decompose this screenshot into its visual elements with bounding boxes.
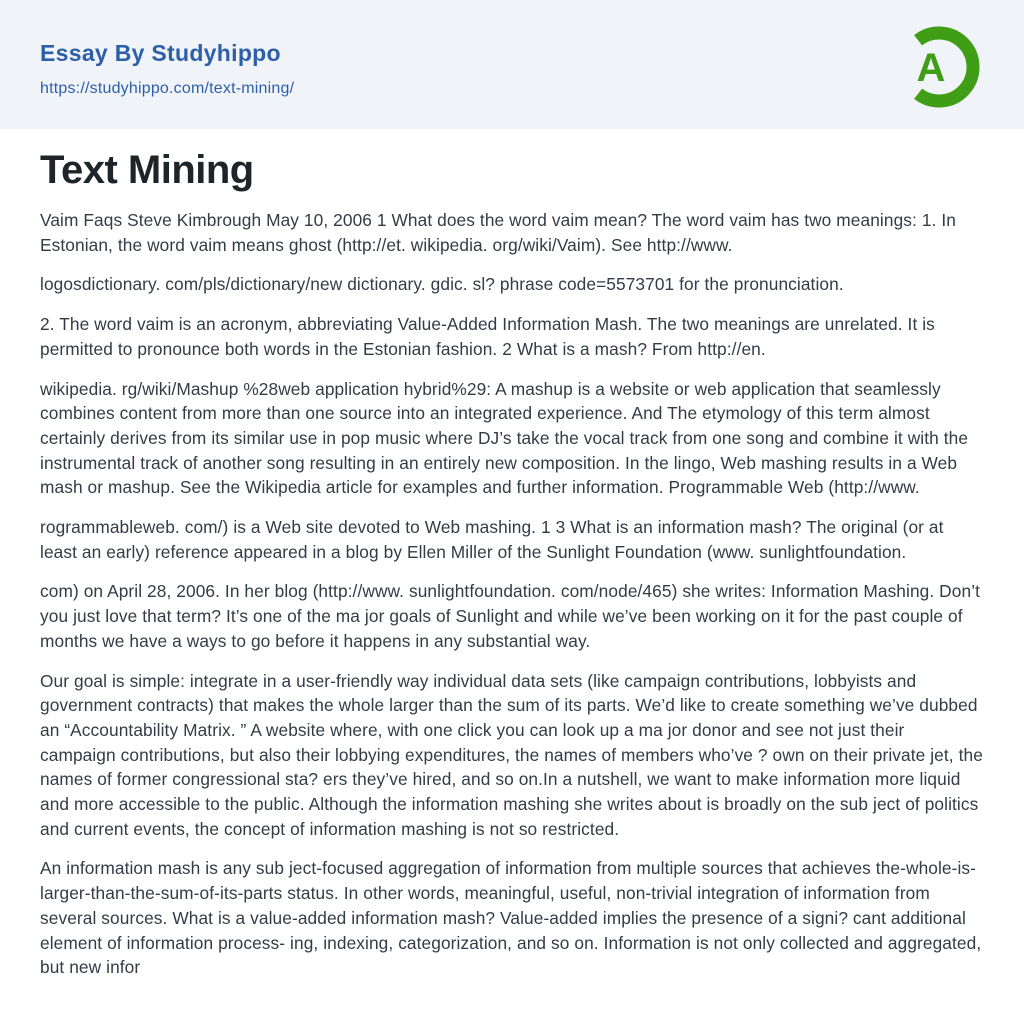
- studyhippo-logo: [894, 22, 984, 112]
- source-url-link[interactable]: https://studyhippo.com/text-mining/: [40, 79, 295, 97]
- page-title: Text Mining: [40, 148, 254, 192]
- essay-paragraph-1: Vaim Faqs Steve Kimbrough May 10, 2006 1 What does the word vaim mean? The word vaim has two meanings: 1. In Estonian, the word vaim means ghost (http://et. wikipedia. org/wiki/Vaim). See http://www.: [40, 210, 956, 255]
- header-text-block: [40, 32, 294, 98]
- essay-paragraph-7: Our goal is simple: integrate in a user-friendly way individual data sets (like campaign contributions, lobbyists and government contracts) that makes the whole larger than the sum of its parts. We’d like to create something we’ve dubbed an “Accountability Matrix. ” A website where, with one click you can look up a ma jor donor and see not just their campaign contributions, but also their lobbying expenditures, the names of members who’ve ? own on their private jet, the names of former congressional sta? ers they’ve hired, and so on.In a nutshell, we want to make information more liquid and more accessible to the public. Although the information mashing she writes about is broadly on the sub ject of politics and current events, the concept of information mashing is not so restricted.: [40, 670, 983, 839]
- page-header: [0, 0, 1024, 129]
- essay-paragraph-6: com) on April 28, 2006. In her blog (http://www. sunlightfoundation. com/node/465) she writes: Information Mashing. Don’t you just love that term? It’s one of the ma jor goals of Sunlight and while we’ve been working on it for the past couple of months we have a ways to go before it happens in any substantial way.: [40, 581, 981, 651]
- essay-paragraph-3: 2. The word vaim is an acronym, abbreviating Value-Added Information Mash. The two meanings are unrelated. It is permitted to pronounce both words in the Estonian fashion. 2 What is a mash? From http://en.: [40, 314, 935, 359]
- logo-arc-icon: [894, 22, 984, 112]
- essay-content: [0, 148, 1024, 980]
- essay-paragraph-2: logosdictionary. com/pls/dictionary/new dictionary. gdic. sl? phrase code=5573701 for the pronunciation.: [40, 274, 844, 295]
- essay-paragraph-8: An information mash is any sub ject-focused aggregation of information from multiple sources that achieves the-whole-is-larger-than-the-sum-of-its-parts status. In other words, meaningful, useful, non-trivial integration of information from several sources. What is a value-added information mash? Value-added implies the presence of a signi? cant additional element of information process- ing, indexing, categorization, and so on. Information is not only collected and aggregated, but new infor: [40, 858, 982, 978]
- logo-letter: A: [916, 45, 946, 90]
- essay-paragraph-4: wikipedia. rg/wiki/Mashup %28web application hybrid%29: A mashup is a website or web application that seamlessly combines content from more than one source into an integrated experience. And The etymology of this term almost certainly derives from its similar use in pop music where DJ’s take the vocal track from one song and combine it with the instrumental track of another song resulting in an entirely new composition. In the lingo, Web mashing results in a Web mash or mashup. See the Wikipedia article for examples and further information. Programmable Web (http://www.: [40, 378, 969, 498]
- site-title: Essay By Studyhippo: [40, 39, 281, 66]
- essay-paragraph-5: rogrammableweb. com/) is a Web site devoted to Web mashing. 1 3 What is an information mash? The original (or at least an early) reference appeared in a blog by Ellen Miller of the Sunlight Foundation (www. sunlightfoundation.: [40, 517, 944, 562]
